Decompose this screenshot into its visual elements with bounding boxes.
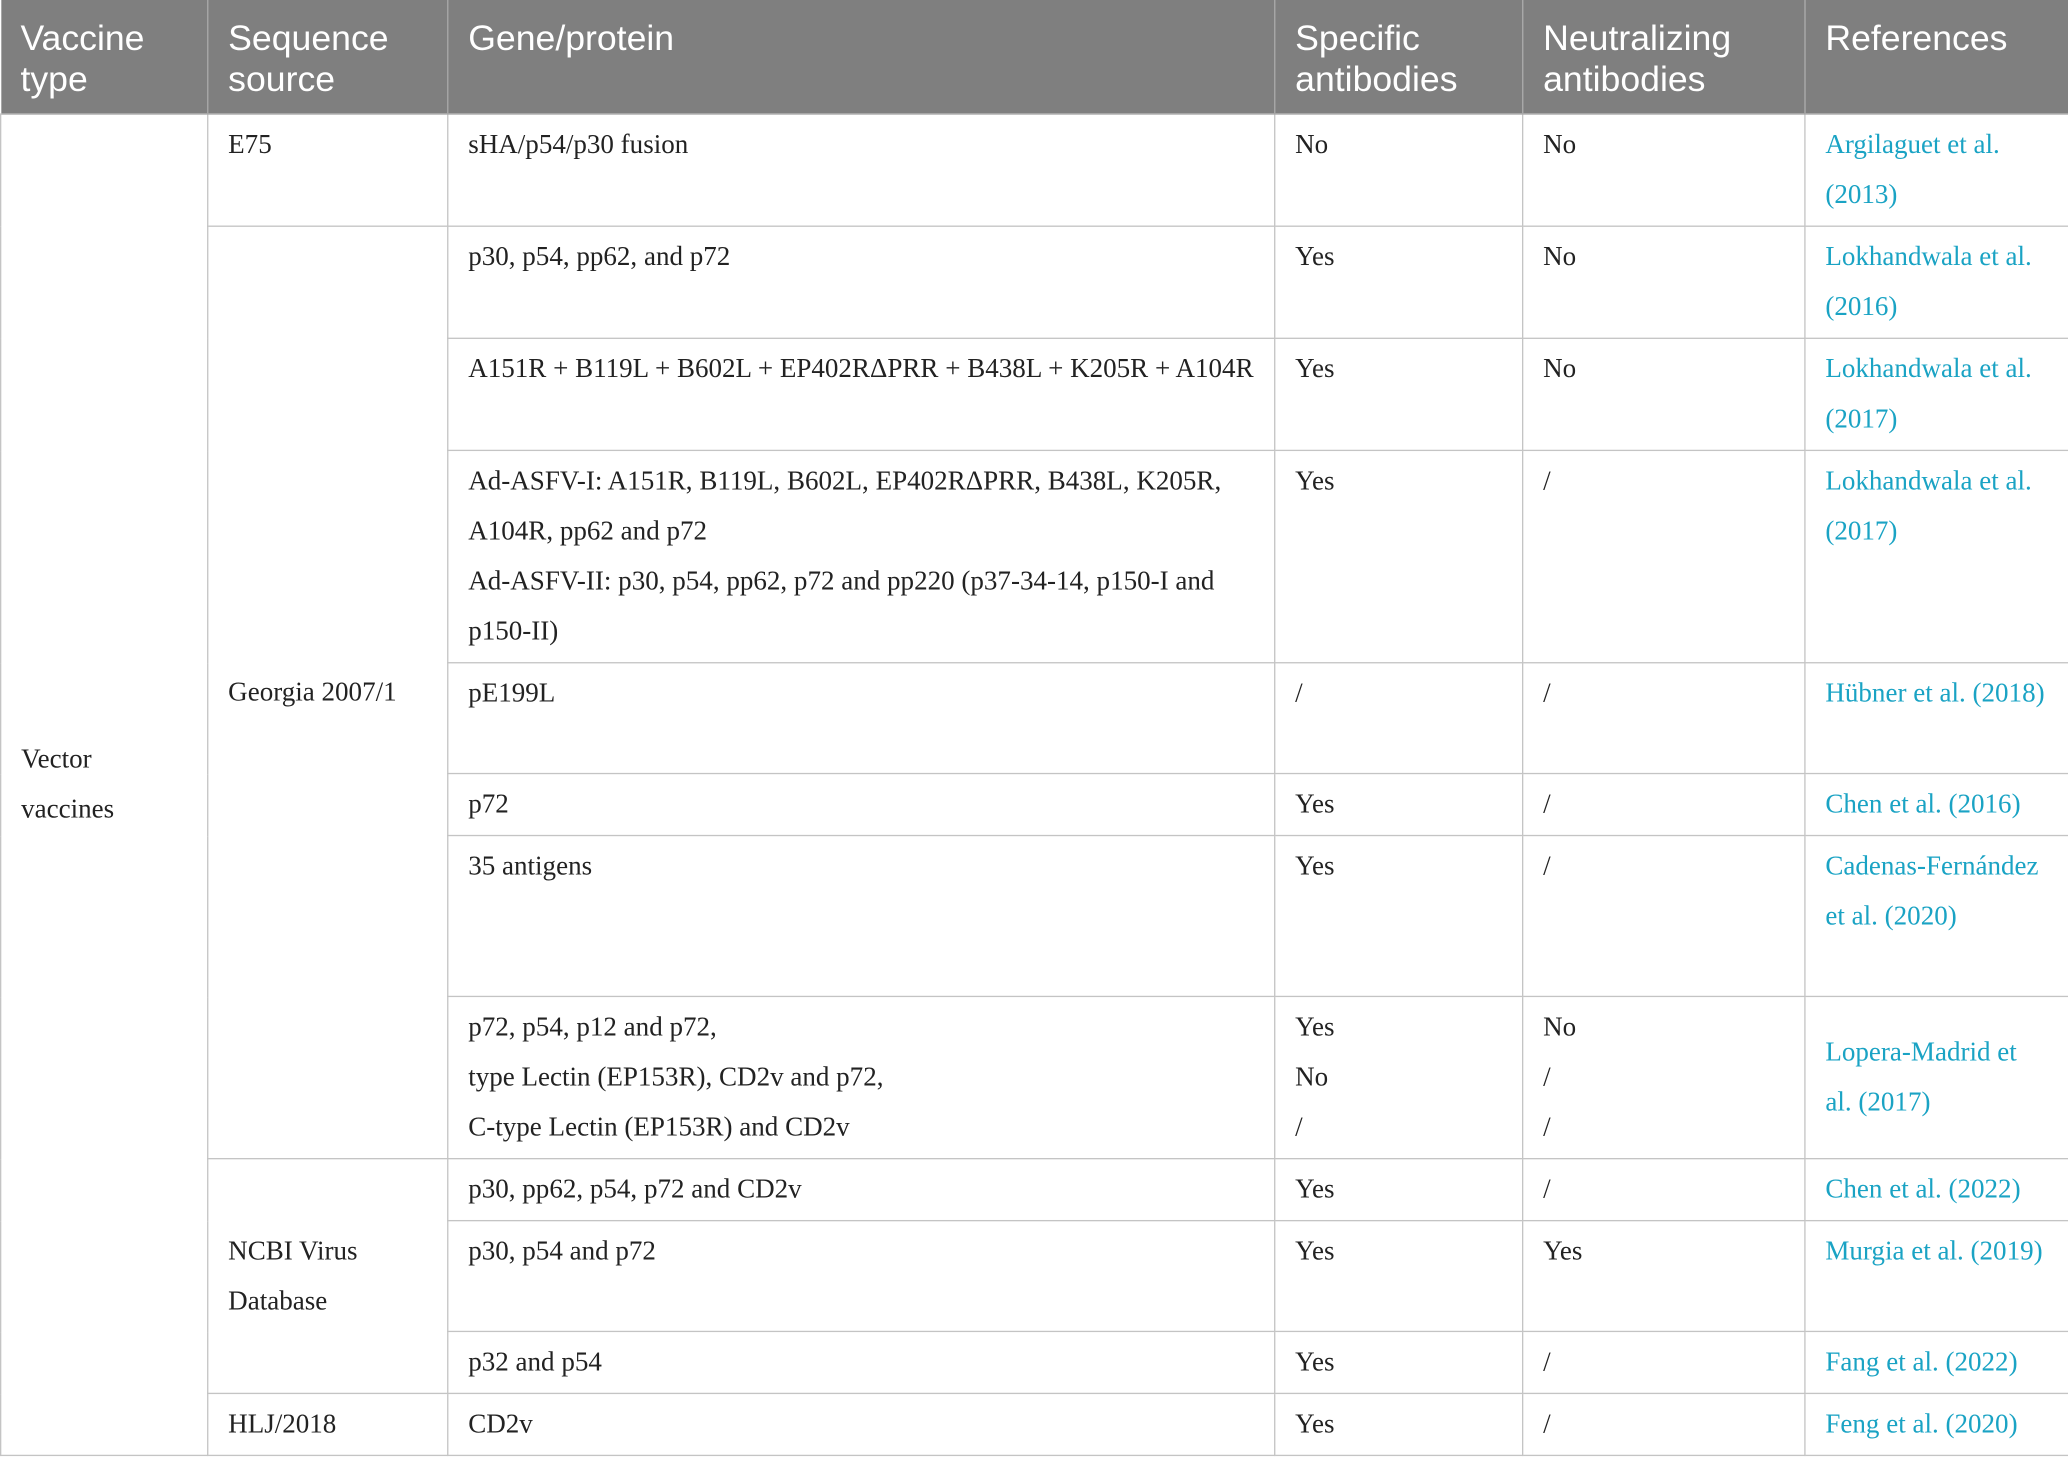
gene-cell: p30, p54, pp62, and p72: [448, 226, 1275, 338]
neutralizing-line: No: [1543, 1012, 1577, 1042]
neutralizing-cell: /: [1523, 774, 1805, 836]
specific-line: Yes: [1295, 1012, 1335, 1042]
gene-cell: p30, pp62, p54, p72 and CD2v: [448, 1159, 1275, 1221]
specific-cell: Yes: [1275, 450, 1523, 662]
reference-link[interactable]: Chen et al. (2016): [1805, 774, 2068, 836]
specific-line: /: [1295, 1113, 1303, 1143]
specific-cell: Yes: [1275, 1221, 1523, 1332]
specific-cell: /: [1275, 663, 1523, 774]
neutralizing-cell: No: [1523, 114, 1805, 226]
specific-cell: No: [1275, 114, 1523, 226]
header-neutralizing-antibodies: Neutralizing antibodies: [1523, 0, 1805, 114]
neutralizing-line: /: [1543, 1063, 1551, 1093]
specific-line: No: [1295, 1063, 1329, 1093]
neutralizing-cell: No: [1523, 226, 1805, 338]
sequence-source-cell: Georgia 2007/1: [208, 226, 448, 1158]
neutralizing-cell: /: [1523, 1159, 1805, 1221]
table-row: [1, 226, 2068, 338]
specific-cell: Yes: [1275, 836, 1523, 997]
gene-cell: p32 and p54: [448, 1331, 1275, 1393]
neutralizing-cell: /: [1523, 1393, 1805, 1455]
table-row: [1, 114, 2068, 226]
reference-link[interactable]: Lokhandwala et al. (2017): [1805, 338, 2068, 450]
specific-cell: Yes: [1275, 1159, 1523, 1221]
specific-cell: Yes: [1275, 1331, 1523, 1393]
neutralizing-cell: /: [1523, 450, 1805, 662]
specific-cell: Yes: [1275, 226, 1523, 338]
neutralizing-cell: /: [1523, 836, 1805, 997]
reference-link[interactable]: Lopera-Madrid et al. (2017): [1805, 996, 2068, 1158]
neutralizing-cell: No: [1523, 338, 1805, 450]
specific-cell: [1275, 996, 1523, 1158]
gene-cell: CD2v: [448, 1393, 1275, 1455]
reference-link[interactable]: Lokhandwala et al. (2017): [1805, 450, 2068, 662]
specific-cell: Yes: [1275, 774, 1523, 836]
reference-link[interactable]: Fang et al. (2022): [1805, 1331, 2068, 1393]
gene-cell: p72: [448, 774, 1275, 836]
sequence-source-cell: E75: [208, 114, 448, 226]
header-row: [1, 0, 2068, 114]
neutralizing-cell: /: [1523, 663, 1805, 774]
reference-link[interactable]: Hübner et al. (2018): [1805, 663, 2068, 774]
sequence-source-cell: NCBI Virus Database: [208, 1159, 448, 1394]
vaccine-type-cell: Vector vaccines: [1, 114, 208, 1455]
neutralizing-cell: Yes: [1523, 1221, 1805, 1332]
gene-cell: 35 antigens: [448, 836, 1275, 997]
neutralizing-line: /: [1543, 1113, 1551, 1143]
gene-cell: sHA/p54/p30 fusion: [448, 114, 1275, 226]
gene-line: C-type Lectin (EP153R) and CD2v: [468, 1113, 850, 1143]
table-row: [1, 1159, 2068, 1221]
reference-link[interactable]: Cadenas-Fernández et al. (2020): [1805, 836, 2068, 997]
sequence-source-cell: HLJ/2018: [208, 1393, 448, 1455]
gene-line: p72, p54, p12 and p72,: [468, 1012, 717, 1042]
header-specific-antibodies: Specific antibodies: [1275, 0, 1523, 114]
reference-link[interactable]: Murgia et al. (2019): [1805, 1221, 2068, 1332]
reference-link[interactable]: Feng et al. (2020): [1805, 1393, 2068, 1455]
gene-cell: [448, 996, 1275, 1158]
gene-cell: p30, p54 and p72: [448, 1221, 1275, 1332]
gene-line: Ad-ASFV-II: p30, p54, pp62, p72 and pp220 (p37-34-14, p150-I and p150-II): [468, 567, 1215, 647]
gene-line: type Lectin (EP153R), CD2v and p72,: [468, 1063, 884, 1093]
specific-cell: Yes: [1275, 1393, 1523, 1455]
reference-link[interactable]: Chen et al. (2022): [1805, 1159, 2068, 1221]
gene-cell: A151R + B119L + B602L + EP402RΔPRR + B438L + K205R + A104R: [448, 338, 1275, 450]
header-vaccine-type: Vaccine type: [1, 0, 208, 114]
table-row: [1, 1393, 2068, 1455]
header-sequence-source: Sequence source: [208, 0, 448, 114]
reference-link[interactable]: Lokhandwala et al. (2016): [1805, 226, 2068, 338]
neutralizing-cell: [1523, 996, 1805, 1158]
header-gene-protein: Gene/protein: [448, 0, 1275, 114]
specific-cell: Yes: [1275, 338, 1523, 450]
gene-cell: pE199L: [448, 663, 1275, 774]
reference-link[interactable]: Argilaguet et al. (2013): [1805, 114, 2068, 226]
neutralizing-cell: /: [1523, 1331, 1805, 1393]
header-references: References: [1805, 0, 2068, 114]
gene-cell: [448, 450, 1275, 662]
gene-line: Ad-ASFV-I: A151R, B119L, B602L, EP402RΔPRR, B438L, K205R, A104R, pp62 and p72: [468, 466, 1222, 547]
